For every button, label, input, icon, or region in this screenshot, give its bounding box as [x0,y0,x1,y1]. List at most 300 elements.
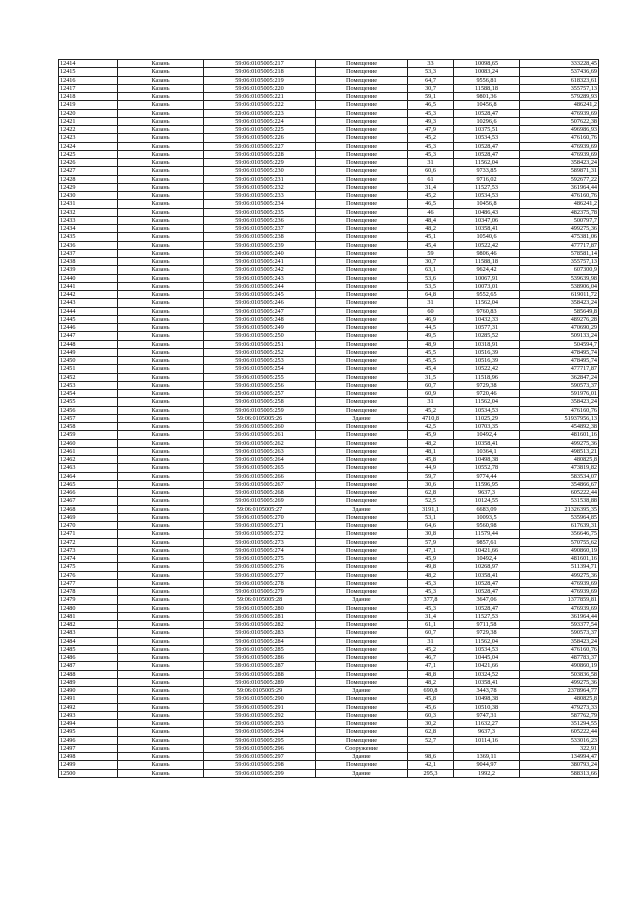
city-cell: Казань [118,612,204,620]
area-cell: 98,6 [408,753,454,761]
cadastral-number-cell: 59:06:0105005:222 [204,101,316,109]
object-type-cell: Помещение [316,282,408,290]
object-type-cell: Помещение [316,126,408,134]
area-cell: 45,6 [408,703,454,711]
object-type-cell: Помещение [316,522,408,530]
table-row [59,183,599,191]
cadastral-value-cell: 592677,22 [520,175,599,183]
table-row [59,134,599,142]
table-row [59,208,599,216]
area-cell: 57,9 [408,538,454,546]
cadastral-number-cell: 59:06:0105005:251 [204,340,316,348]
area-cell: 52,5 [408,497,454,505]
cadastral-number-cell: 59:06:0105005:282 [204,621,316,629]
unit-value-cell: 11518,96 [454,373,520,381]
city-cell: Казань [118,645,204,653]
unit-value-cell: 9716,02 [454,175,520,183]
area-cell: 30,2 [408,720,454,728]
object-type-cell: Помещение [316,612,408,620]
area-cell: 53,6 [408,274,454,282]
cadastral-number-cell: 59:06:0105005:29 [204,687,316,695]
row-number-cell: 12464 [59,472,118,480]
unit-value-cell: 9044,97 [454,761,520,769]
cadastral-value-cell: 511394,71 [520,563,599,571]
area-cell: 31 [408,637,454,645]
row-number-cell: 12421 [59,117,118,125]
row-number-cell: 12415 [59,68,118,76]
city-cell: Казань [118,596,204,604]
object-type-cell: Помещение [316,654,408,662]
cadastral-number-cell: 59:06:0105005:268 [204,489,316,497]
object-type-cell: Помещение [316,299,408,307]
cadastral-value-cell: 590573,37 [520,381,599,389]
unit-value-cell: 9637,3 [454,728,520,736]
table-row [59,76,599,84]
cadastral-number-cell: 59:06:0105005:254 [204,365,316,373]
unit-value-cell: 11632,27 [454,720,520,728]
row-number-cell: 12425 [59,150,118,158]
object-type-cell: Помещение [316,60,408,68]
row-number-cell: 12458 [59,423,118,431]
city-cell: Казань [118,282,204,290]
table-row [59,142,599,150]
object-type-cell: Помещение [316,390,408,398]
area-cell: 61,1 [408,621,454,629]
row-number-cell: 12497 [59,744,118,752]
area-cell: 60,6 [408,167,454,175]
table-row [59,200,599,208]
object-type-cell: Помещение [316,225,408,233]
cadastral-number-cell: 59:06:0105005:263 [204,447,316,455]
city-cell: Казань [118,538,204,546]
object-type-cell: Помещение [316,530,408,538]
city-cell: Казань [118,159,204,167]
object-type-cell: Помещение [316,703,408,711]
table-row [59,546,599,554]
city-cell: Казань [118,109,204,117]
area-cell: 46,9 [408,315,454,323]
unit-value-cell: 9801,36 [454,93,520,101]
table-row [59,637,599,645]
city-cell: Казань [118,530,204,538]
area-cell: 31 [408,398,454,406]
area-cell: 46,5 [408,200,454,208]
unit-value-cell: 11562,04 [454,398,520,406]
object-type-cell: Помещение [316,241,408,249]
cadastral-number-cell: 59:06:0105005:229 [204,159,316,167]
cadastral-number-cell: 59:06:0105005:257 [204,390,316,398]
area-cell: 45,2 [408,645,454,653]
area-cell: 45,2 [408,134,454,142]
object-type-cell: Помещение [316,464,408,472]
area-cell: 45,2 [408,406,454,414]
area-cell: 3191,1 [408,505,454,513]
cadastral-value-cell: 476160,76 [520,645,599,653]
unit-value-cell: 9720,46 [454,390,520,398]
cadastral-number-cell: 59:06:0105005:289 [204,678,316,686]
city-cell: Казань [118,274,204,282]
row-number-cell: 12445 [59,315,118,323]
cadastral-value-cell: 134994,47 [520,753,599,761]
table-row [59,497,599,505]
table-row [59,695,599,703]
city-cell: Казань [118,604,204,612]
row-number-cell: 12478 [59,588,118,596]
cadastral-value-cell: 476939,69 [520,150,599,158]
cadastral-value-cell: 358423,24 [520,159,599,167]
cadastral-value-cell: 481601,16 [520,555,599,563]
unit-value-cell: 1992,2 [454,769,520,777]
row-number-cell: 12416 [59,76,118,84]
cadastral-number-cell: 59:06:0105005:264 [204,456,316,464]
object-type-cell: Помещение [316,68,408,76]
row-number-cell: 12437 [59,249,118,257]
cadastral-number-cell: 59:06:0105005:250 [204,332,316,340]
unit-value-cell: 10296,6 [454,117,520,125]
object-type-cell: Помещение [316,497,408,505]
unit-value-cell: 10083,24 [454,68,520,76]
cadastral-value-cell: 605222,44 [520,489,599,497]
cadastral-number-cell: 59:06:0105005:241 [204,258,316,266]
cadastral-value-cell: 482375,78 [520,208,599,216]
cadastral-value-cell: 2378964,77 [520,687,599,695]
city-cell: Казань [118,373,204,381]
city-cell: Казань [118,447,204,455]
area-cell: 52,7 [408,736,454,744]
area-cell: 45,3 [408,588,454,596]
table-row [59,299,599,307]
unit-value-cell: 3647,06 [454,596,520,604]
city-cell: Казань [118,357,204,365]
city-cell: Казань [118,249,204,257]
cadastral-value-cell: 605222,44 [520,728,599,736]
cadastral-value-cell: 507622,38 [520,117,599,125]
row-number-cell: 12471 [59,530,118,538]
row-number-cell: 12482 [59,621,118,629]
object-type-cell: Помещение [316,447,408,455]
area-cell: 49,3 [408,117,454,125]
unit-value-cell: 10318,91 [454,340,520,348]
object-type-cell: Помещение [316,662,408,670]
unit-value-cell: 9711,58 [454,621,520,629]
cadastral-number-cell: 59:06:0105005:285 [204,645,316,653]
cadastral-value-cell: 579289,93 [520,93,599,101]
object-type-cell: Помещение [316,175,408,183]
row-number-cell: 12474 [59,555,118,563]
unit-value-cell: 10534,53 [454,192,520,200]
cadastral-value-cell: 535964,85 [520,513,599,521]
cadastral-number-cell: 59:06:0105005:278 [204,579,316,587]
cadastral-value-cell: 489276,28 [520,315,599,323]
table-row [59,398,599,406]
object-type-cell: Помещение [316,84,408,92]
object-type-cell: Здание [316,753,408,761]
cadastral-value-cell: 578581,14 [520,249,599,257]
unit-value-cell: 9806,46 [454,249,520,257]
table-row [59,126,599,134]
area-cell: 59 [408,249,454,257]
object-type-cell: Помещение [316,183,408,191]
cadastral-number-cell: 59:06:0105005:288 [204,670,316,678]
row-number-cell: 12460 [59,439,118,447]
cadastral-number-cell: 59:06:0105005:267 [204,480,316,488]
cadastral-number-cell: 59:06:0105005:299 [204,769,316,777]
cadastral-value-cell: 355757,13 [520,258,599,266]
row-number-cell: 12469 [59,513,118,521]
cadastral-number-cell: 59:06:0105005:248 [204,315,316,323]
cadastral-value-cell: 487783,37 [520,654,599,662]
row-number-cell: 12454 [59,390,118,398]
city-cell: Казань [118,76,204,84]
row-number-cell: 12452 [59,373,118,381]
city-cell: Казань [118,423,204,431]
row-number-cell: 12417 [59,84,118,92]
area-cell: 45,4 [408,365,454,373]
unit-value-cell: 9624,42 [454,266,520,274]
cadastral-number-cell: 59:06:0105005:236 [204,216,316,224]
cadastral-number-cell: 59:06:0105005:286 [204,654,316,662]
object-type-cell: Помещение [316,406,408,414]
row-number-cell: 12495 [59,728,118,736]
cadastral-value-cell: 486241,2 [520,200,599,208]
table-row [59,167,599,175]
table-row [59,687,599,695]
object-type-cell: Помещение [316,728,408,736]
cadastral-number-cell: 59:06:0105005:255 [204,373,316,381]
table-row [59,93,599,101]
table-row [59,406,599,414]
area-cell: 44,5 [408,324,454,332]
cadastral-value-cell: 454892,38 [520,423,599,431]
row-number-cell: 12457 [59,414,118,422]
city-cell: Казань [118,546,204,554]
row-number-cell: 12487 [59,662,118,670]
table-row [59,390,599,398]
unit-value-cell: 10528,47 [454,588,520,596]
unit-value-cell: 9747,31 [454,711,520,719]
object-type-cell: Помещение [316,736,408,744]
cadastral-number-cell: 59:06:0105005:239 [204,241,316,249]
table-row [59,522,599,530]
unit-value-cell: 10358,41 [454,571,520,579]
cadastral-value-cell: 617639,31 [520,522,599,530]
cadastral-value-cell: 500797,7 [520,216,599,224]
area-cell: 53,3 [408,68,454,76]
city-cell: Казань [118,68,204,76]
object-type-cell: Здание [316,505,408,513]
cadastral-number-cell: 59:06:0105005:258 [204,398,316,406]
cadastral-value-cell: 499275,36 [520,571,599,579]
area-cell: 45,9 [408,431,454,439]
unit-value-cell: 10577,31 [454,324,520,332]
row-number-cell: 12476 [59,571,118,579]
city-cell: Казань [118,505,204,513]
cadastral-value-cell: 499275,36 [520,439,599,447]
cadastral-number-cell: 59:06:0105005:27 [204,505,316,513]
cadastral-number-cell: 59:06:0105005:265 [204,464,316,472]
row-number-cell: 12479 [59,596,118,604]
city-cell: Казань [118,720,204,728]
city-cell: Казань [118,60,204,68]
unit-value-cell: 10522,42 [454,241,520,249]
object-type-cell: Помещение [316,555,408,563]
table-row [59,456,599,464]
table-row [59,60,599,68]
city-cell: Казань [118,84,204,92]
city-cell: Казань [118,398,204,406]
unit-value-cell: 10421,66 [454,546,520,554]
area-cell: 295,3 [408,769,454,777]
area-cell: 48,8 [408,670,454,678]
area-cell: 45,5 [408,357,454,365]
row-number-cell: 12456 [59,406,118,414]
unit-value-cell [454,744,520,752]
cadastral-value-cell: 591976,01 [520,390,599,398]
table-row [59,579,599,587]
object-type-cell: Помещение [316,340,408,348]
table-row [59,241,599,249]
row-number-cell: 12475 [59,563,118,571]
cadastral-number-cell: 59:06:0105005:261 [204,431,316,439]
unit-value-cell: 11562,04 [454,299,520,307]
area-cell: 33 [408,60,454,68]
row-number-cell: 12444 [59,307,118,315]
cadastral-number-cell: 59:06:0105005:287 [204,662,316,670]
area-cell: 46,7 [408,654,454,662]
object-type-cell: Здание [316,596,408,604]
area-cell: 31 [408,299,454,307]
table-row [59,439,599,447]
area-cell: 64,6 [408,522,454,530]
row-number-cell: 12472 [59,538,118,546]
table-row [59,332,599,340]
area-cell: 30,6 [408,480,454,488]
city-cell: Казань [118,662,204,670]
table-row [59,307,599,315]
object-type-cell: Помещение [316,233,408,241]
cadastral-number-cell: 59:06:0105005:253 [204,357,316,365]
cadastral-value-cell: 478495,74 [520,357,599,365]
city-cell: Казань [118,117,204,125]
table-row [59,645,599,653]
unit-value-cell: 10358,41 [454,439,520,447]
object-type-cell: Помещение [316,348,408,356]
cadastral-value-cell: 509133,24 [520,332,599,340]
object-type-cell: Помещение [316,365,408,373]
row-number-cell: 12440 [59,274,118,282]
cadastral-number-cell: 59:06:0105005:298 [204,761,316,769]
row-number-cell: 12451 [59,365,118,373]
cadastral-value-cell: 476939,69 [520,142,599,150]
row-number-cell: 12468 [59,505,118,513]
unit-value-cell: 10324,52 [454,670,520,678]
table-row [59,678,599,686]
object-type-cell: Помещение [316,357,408,365]
row-number-cell: 12443 [59,299,118,307]
object-type-cell: Помещение [316,307,408,315]
area-cell: 45,3 [408,142,454,150]
row-number-cell: 12420 [59,109,118,117]
object-type-cell: Помещение [316,109,408,117]
cadastral-number-cell: 59:06:0105005:256 [204,381,316,389]
area-cell: 4710,8 [408,414,454,422]
cadastral-value-cell: 570755,62 [520,538,599,546]
object-type-cell: Помещение [316,249,408,257]
cadastral-value-cell: 21326395,35 [520,505,599,513]
table-row [59,489,599,497]
object-type-cell: Помещение [316,266,408,274]
city-cell: Казань [118,555,204,563]
area-cell: 690,8 [408,687,454,695]
unit-value-cell: 11025,29 [454,414,520,422]
area-cell: 60 [408,307,454,315]
city-cell: Казань [118,497,204,505]
unit-value-cell: 11579,44 [454,530,520,538]
row-number-cell: 12483 [59,629,118,637]
cadastral-value-cell: 531538,88 [520,497,599,505]
area-cell: 48,2 [408,571,454,579]
cadastral-value-cell: 587762,79 [520,711,599,719]
city-cell: Казань [118,456,204,464]
city-cell: Казань [118,381,204,389]
city-cell: Казань [118,101,204,109]
cadastral-value-cell: 333228,45 [520,60,599,68]
cadastral-value-cell: 583534,07 [520,472,599,480]
unit-value-cell: 10124,55 [454,497,520,505]
area-cell: 42,1 [408,761,454,769]
city-cell: Казань [118,183,204,191]
area-cell: 59,1 [408,93,454,101]
area-cell: 31,5 [408,373,454,381]
unit-value-cell: 10552,78 [454,464,520,472]
unit-value-cell: 10073,01 [454,282,520,290]
row-number-cell: 12466 [59,489,118,497]
unit-value-cell: 6683,09 [454,505,520,513]
unit-value-cell: 10098,65 [454,60,520,68]
area-cell: 48,4 [408,216,454,224]
unit-value-cell: 10534,53 [454,645,520,653]
area-cell: 48,2 [408,439,454,447]
row-number-cell: 12442 [59,291,118,299]
table-row [59,109,599,117]
cadastral-value-cell: 358423,24 [520,637,599,645]
cadastral-number-cell: 59:06:0105005:224 [204,117,316,125]
city-cell: Казань [118,736,204,744]
object-type-cell: Помещение [316,324,408,332]
table-row [59,101,599,109]
cadastral-number-cell: 59:06:0105005:220 [204,84,316,92]
table-row [59,258,599,266]
area-cell: 30,7 [408,84,454,92]
object-type-cell: Помещение [316,546,408,554]
row-number-cell: 12422 [59,126,118,134]
area-cell: 377,8 [408,596,454,604]
unit-value-cell: 10498,38 [454,456,520,464]
row-number-cell: 12494 [59,720,118,728]
row-number-cell: 12431 [59,200,118,208]
cadastral-value-table [58,59,599,778]
table-row [59,423,599,431]
cadastral-value-cell: 499275,36 [520,678,599,686]
row-number-cell: 12481 [59,612,118,620]
unit-value-cell: 1369,11 [454,753,520,761]
cadastral-value-cell: 490860,19 [520,662,599,670]
row-number-cell: 12426 [59,159,118,167]
unit-value-cell: 10528,47 [454,150,520,158]
cadastral-value-cell: 490860,19 [520,546,599,554]
area-cell: 46,5 [408,101,454,109]
row-number-cell: 12462 [59,456,118,464]
